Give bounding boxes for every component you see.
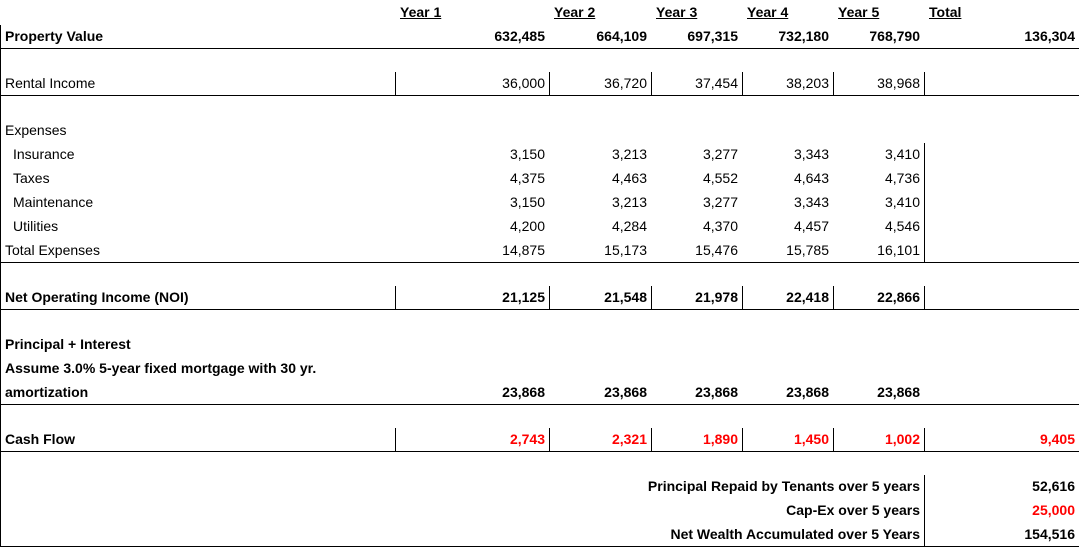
expense-taxes-y4: 4,643 bbox=[743, 167, 834, 191]
property-value-y1: 632,485 bbox=[396, 25, 550, 49]
summary-capex-label: Cap-Ex over 5 years bbox=[396, 499, 925, 523]
expense-taxes-label: Taxes bbox=[1, 167, 396, 191]
expense-insurance-label: Insurance bbox=[1, 143, 396, 167]
mortgage-row-3 bbox=[1, 381, 1079, 405]
property-value-y4: 732,180 bbox=[743, 25, 834, 49]
property-value-total: 136,304 bbox=[925, 25, 1079, 49]
mortgage-label-3: amortization bbox=[1, 381, 396, 405]
mortgage-y3: 23,868 bbox=[652, 381, 743, 405]
cash-flow-y3: 1,890 bbox=[652, 428, 743, 452]
expense-utilities-y3: 4,370 bbox=[652, 215, 743, 239]
mortgage-row-1 bbox=[1, 333, 1079, 357]
noi-total bbox=[925, 286, 1079, 310]
property-value-y2: 664,109 bbox=[550, 25, 652, 49]
expense-maintenance-y5: 3,410 bbox=[834, 191, 925, 215]
header-year-1: Year 1 bbox=[396, 1, 550, 25]
mortgage-y4: 23,868 bbox=[743, 381, 834, 405]
expense-row bbox=[1, 143, 1079, 167]
expense-taxes-y2: 4,463 bbox=[550, 167, 652, 191]
summary-net-wealth-value: 154,516 bbox=[925, 523, 1079, 547]
expense-maintenance-label: Maintenance bbox=[1, 191, 396, 215]
cash-flow-y4: 1,450 bbox=[743, 428, 834, 452]
expense-utilities-y1: 4,200 bbox=[396, 215, 550, 239]
noi-y3: 21,978 bbox=[652, 286, 743, 310]
summary-row bbox=[1, 523, 1079, 547]
expense-insurance-y2: 3,213 bbox=[550, 143, 652, 167]
property-value-y3: 697,315 bbox=[652, 25, 743, 49]
expense-utilities-label: Utilities bbox=[1, 215, 396, 239]
total-expenses-label: Total Expenses bbox=[1, 239, 396, 263]
header-year-3: Year 3 bbox=[652, 1, 743, 25]
noi-row bbox=[1, 286, 1079, 310]
summary-row bbox=[1, 499, 1079, 523]
expense-utilities-y2: 4,284 bbox=[550, 215, 652, 239]
noi-y4: 22,418 bbox=[743, 286, 834, 310]
property-value-y5: 768,790 bbox=[834, 25, 925, 49]
header-year-4: Year 4 bbox=[743, 1, 834, 25]
noi-y1: 21,125 bbox=[396, 286, 550, 310]
mortgage-label-2: Assume 3.0% 5-year fixed mortgage with 30 yr. bbox=[1, 357, 396, 381]
header-blank bbox=[1, 1, 396, 25]
property-value-row bbox=[1, 25, 1079, 49]
expense-maintenance-y3: 3,277 bbox=[652, 191, 743, 215]
cash-flow-row bbox=[1, 428, 1079, 452]
cash-flow-y2: 2,321 bbox=[550, 428, 652, 452]
cash-flow-y5: 1,002 bbox=[834, 428, 925, 452]
header-year-2: Year 2 bbox=[550, 1, 652, 25]
cash-flow-total: 9,405 bbox=[925, 428, 1079, 452]
expense-insurance-y5: 3,410 bbox=[834, 143, 925, 167]
total-expenses-y4: 15,785 bbox=[743, 239, 834, 263]
expense-row bbox=[1, 215, 1079, 239]
mortgage-y2: 23,868 bbox=[550, 381, 652, 405]
mortgage-row-2 bbox=[1, 357, 1079, 381]
summary-principal-label: Principal Repaid by Tenants over 5 years bbox=[396, 475, 925, 499]
rental-income-row bbox=[1, 72, 1079, 96]
total-expenses-row bbox=[1, 239, 1079, 263]
expense-insurance-y4: 3,343 bbox=[743, 143, 834, 167]
noi-y2: 21,548 bbox=[550, 286, 652, 310]
expense-taxes-y1: 4,375 bbox=[396, 167, 550, 191]
expenses-heading-row bbox=[1, 119, 1079, 143]
expense-row bbox=[1, 191, 1079, 215]
expense-insurance-y3: 3,277 bbox=[652, 143, 743, 167]
total-expenses-y5: 16,101 bbox=[834, 239, 925, 263]
expense-utilities-y4: 4,457 bbox=[743, 215, 834, 239]
header-row bbox=[1, 1, 1079, 25]
mortgage-y5: 23,868 bbox=[834, 381, 925, 405]
summary-row bbox=[1, 475, 1079, 499]
noi-y5: 22,866 bbox=[834, 286, 925, 310]
header-total: Total bbox=[925, 1, 1079, 25]
rental-income-total bbox=[925, 72, 1079, 96]
summary-capex-value: 25,000 bbox=[925, 499, 1079, 523]
total-expenses-y3: 15,476 bbox=[652, 239, 743, 263]
expense-taxes-y5: 4,736 bbox=[834, 167, 925, 191]
total-expenses-y2: 15,173 bbox=[550, 239, 652, 263]
rental-income-y5: 38,968 bbox=[834, 72, 925, 96]
rental-income-y2: 36,720 bbox=[550, 72, 652, 96]
expense-insurance-y1: 3,150 bbox=[396, 143, 550, 167]
header-year-5: Year 5 bbox=[834, 1, 925, 25]
expense-maintenance-y1: 3,150 bbox=[396, 191, 550, 215]
cash-flow-y1: 2,743 bbox=[396, 428, 550, 452]
total-expenses-y1: 14,875 bbox=[396, 239, 550, 263]
rental-income-y4: 38,203 bbox=[743, 72, 834, 96]
summary-principal-value: 52,616 bbox=[925, 475, 1079, 499]
summary-net-wealth-label: Net Wealth Accumulated over 5 Years bbox=[396, 523, 925, 547]
rental-income-label: Rental Income bbox=[1, 72, 396, 96]
noi-label: Net Operating Income (NOI) bbox=[1, 286, 396, 310]
rental-income-y3: 37,454 bbox=[652, 72, 743, 96]
mortgage-label-1: Principal + Interest bbox=[1, 333, 396, 357]
expense-utilities-y5: 4,546 bbox=[834, 215, 925, 239]
cash-flow-label: Cash Flow bbox=[1, 428, 396, 452]
expense-maintenance-y4: 3,343 bbox=[743, 191, 834, 215]
rental-income-y1: 36,000 bbox=[396, 72, 550, 96]
expenses-label: Expenses bbox=[1, 119, 396, 143]
expense-row bbox=[1, 167, 1079, 191]
mortgage-y1: 23,868 bbox=[396, 381, 550, 405]
expense-taxes-y3: 4,552 bbox=[652, 167, 743, 191]
property-value-label: Property Value bbox=[1, 25, 396, 49]
expense-maintenance-y2: 3,213 bbox=[550, 191, 652, 215]
